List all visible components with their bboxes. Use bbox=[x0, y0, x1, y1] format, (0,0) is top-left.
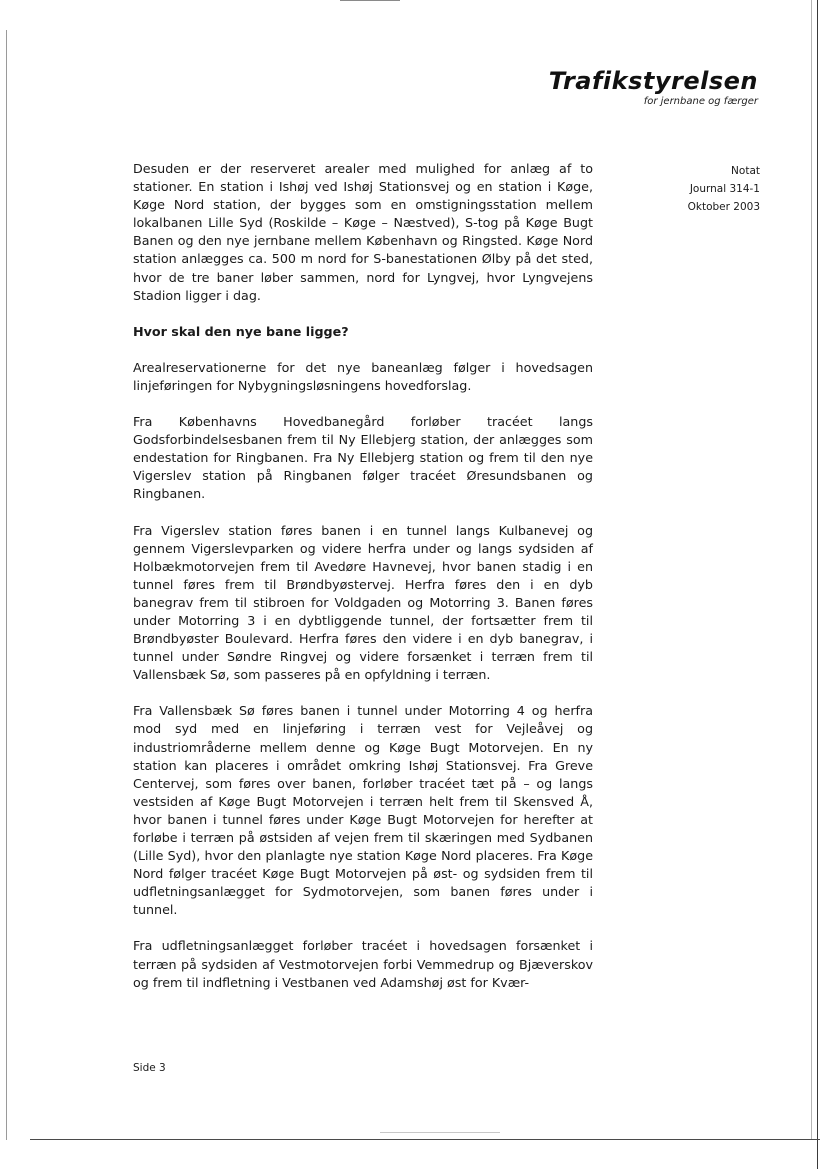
scan-artifact-bottom bbox=[30, 1139, 820, 1140]
body-paragraph: Fra Vallensbæk Sø føres banen i tunnel under Motorring 4 og herfra mod syd med en linjeføring i terræn vest for Vejleåvej og industriområderne mellem denne og Køge Bugt Motorvejen. En ny station kan placeres i området omkring Ishøj Stationsvej. Fra Greve Centervej, som føres over banen, forløber tracéet tæt på – og langs vestsiden af Køge Bugt Motorvejen i terræn helt frem til Skensved Å, hvor banen i tunnel føres under Køge Bugt Motorvejen for herefter at forløbe i terræn på østsiden af vejen frem til skæringen med Sydbanen (Lille Syd), hvor den planlagte nye station Køge Nord placeres. Fra Køge Nord følger tracéet Køge Bugt Motorvejen på øst- og sydsiden frem til udfletningsanlægget for Sydmotorvejen, som banen føres under i tunnel. bbox=[133, 703, 593, 918]
logo-name: Trafikstyrelsen bbox=[548, 67, 758, 95]
scan-artifact-bottom-inner bbox=[380, 1132, 500, 1133]
body-paragraph: Arealreservationerne for det nye baneanlæg følger i hovedsagen linjeføringen for Nybygningsløsningens hovedforslag. bbox=[133, 359, 593, 393]
page-number: Side 3 bbox=[133, 1062, 166, 1074]
scan-artifact-left bbox=[6, 30, 7, 1140]
scan-artifact-top bbox=[340, 0, 400, 1]
scan-artifact-right-inner bbox=[811, 0, 812, 1140]
body-paragraph: Fra Københavns Hovedbanegård forløber tracéet langs Godsforbindelsesbanen frem til Ny Ellebjerg station, der anlægges som endestation for Ringbanen. Fra Ny Ellebjerg station og frem til den nye Vigerslev station på Ringbanen følger tracéet Øresundsbanen og Ringbanen. bbox=[133, 414, 593, 502]
doc-type: Notat bbox=[731, 165, 760, 177]
body-paragraph: Fra Vigerslev station føres banen i en tunnel langs Kulbanevej og gennem Vigerslevparken og videre herfra under og langs sydsiden af Holbækmotorvejen frem til Avedøre Havnevej, hvor banen stadig i en tunnel føres frem til Brøndbyøstervej. Herfra føres den i en dyb banegrav frem til stibroen for Voldgaden og Motorring 3. Banen føres under Motorring 3 i en dybtliggende tunnel, der fortsætter frem til Brøndbyøster Boulevard. Herfra føres den videre i en dyb banegrav, i tunnel under Søndre Ringvej og videre forsænket i terræn frem til Vallensbæk Sø, som passeres på en opfyldning i terræn. bbox=[133, 522, 593, 683]
body-paragraph: Desuden er der reserveret arealer med mulighed for anlæg af to stationer. En station i Ishøj ved Ishøj Stationsvej og en station i Køge, Køge Nord station, der bygges som en omstigningsstation mellem lokalbanen Lille Syd (Roskilde – Køge – Næstved), S-tog på Køge Bugt Banen og den nye jernbane mellem København og Ringsted. Køge Nord station anlægges ca. 500 m nord for S-banestationen Ølby på det sted, hvor de tre baner løber sammen, nord for Lyngvej, hvor Lyngvejens Stadion ligger i dag. bbox=[133, 161, 593, 303]
document-meta bbox=[688, 162, 760, 216]
organization-logo bbox=[549, 66, 758, 107]
journal-number: Journal 314-1 bbox=[689, 183, 760, 195]
body-paragraph: Fra udfletningsanlægget forløber tracéet i hovedsagen forsænket i terræn på sydsiden af Vestmotorvejen forbi Vemmedrup og Bjæverskov og frem til indfletning i Vestbanen ved Adamshøj øst for Kvær- bbox=[133, 938, 593, 990]
document-date: Oktober 2003 bbox=[687, 201, 760, 213]
document-body bbox=[133, 160, 593, 1010]
scan-artifact-right bbox=[817, 0, 818, 1169]
logo-tagline: for jernbane og færger bbox=[643, 96, 758, 107]
section-heading: Hvor skal den nye bane ligge? bbox=[133, 323, 349, 339]
